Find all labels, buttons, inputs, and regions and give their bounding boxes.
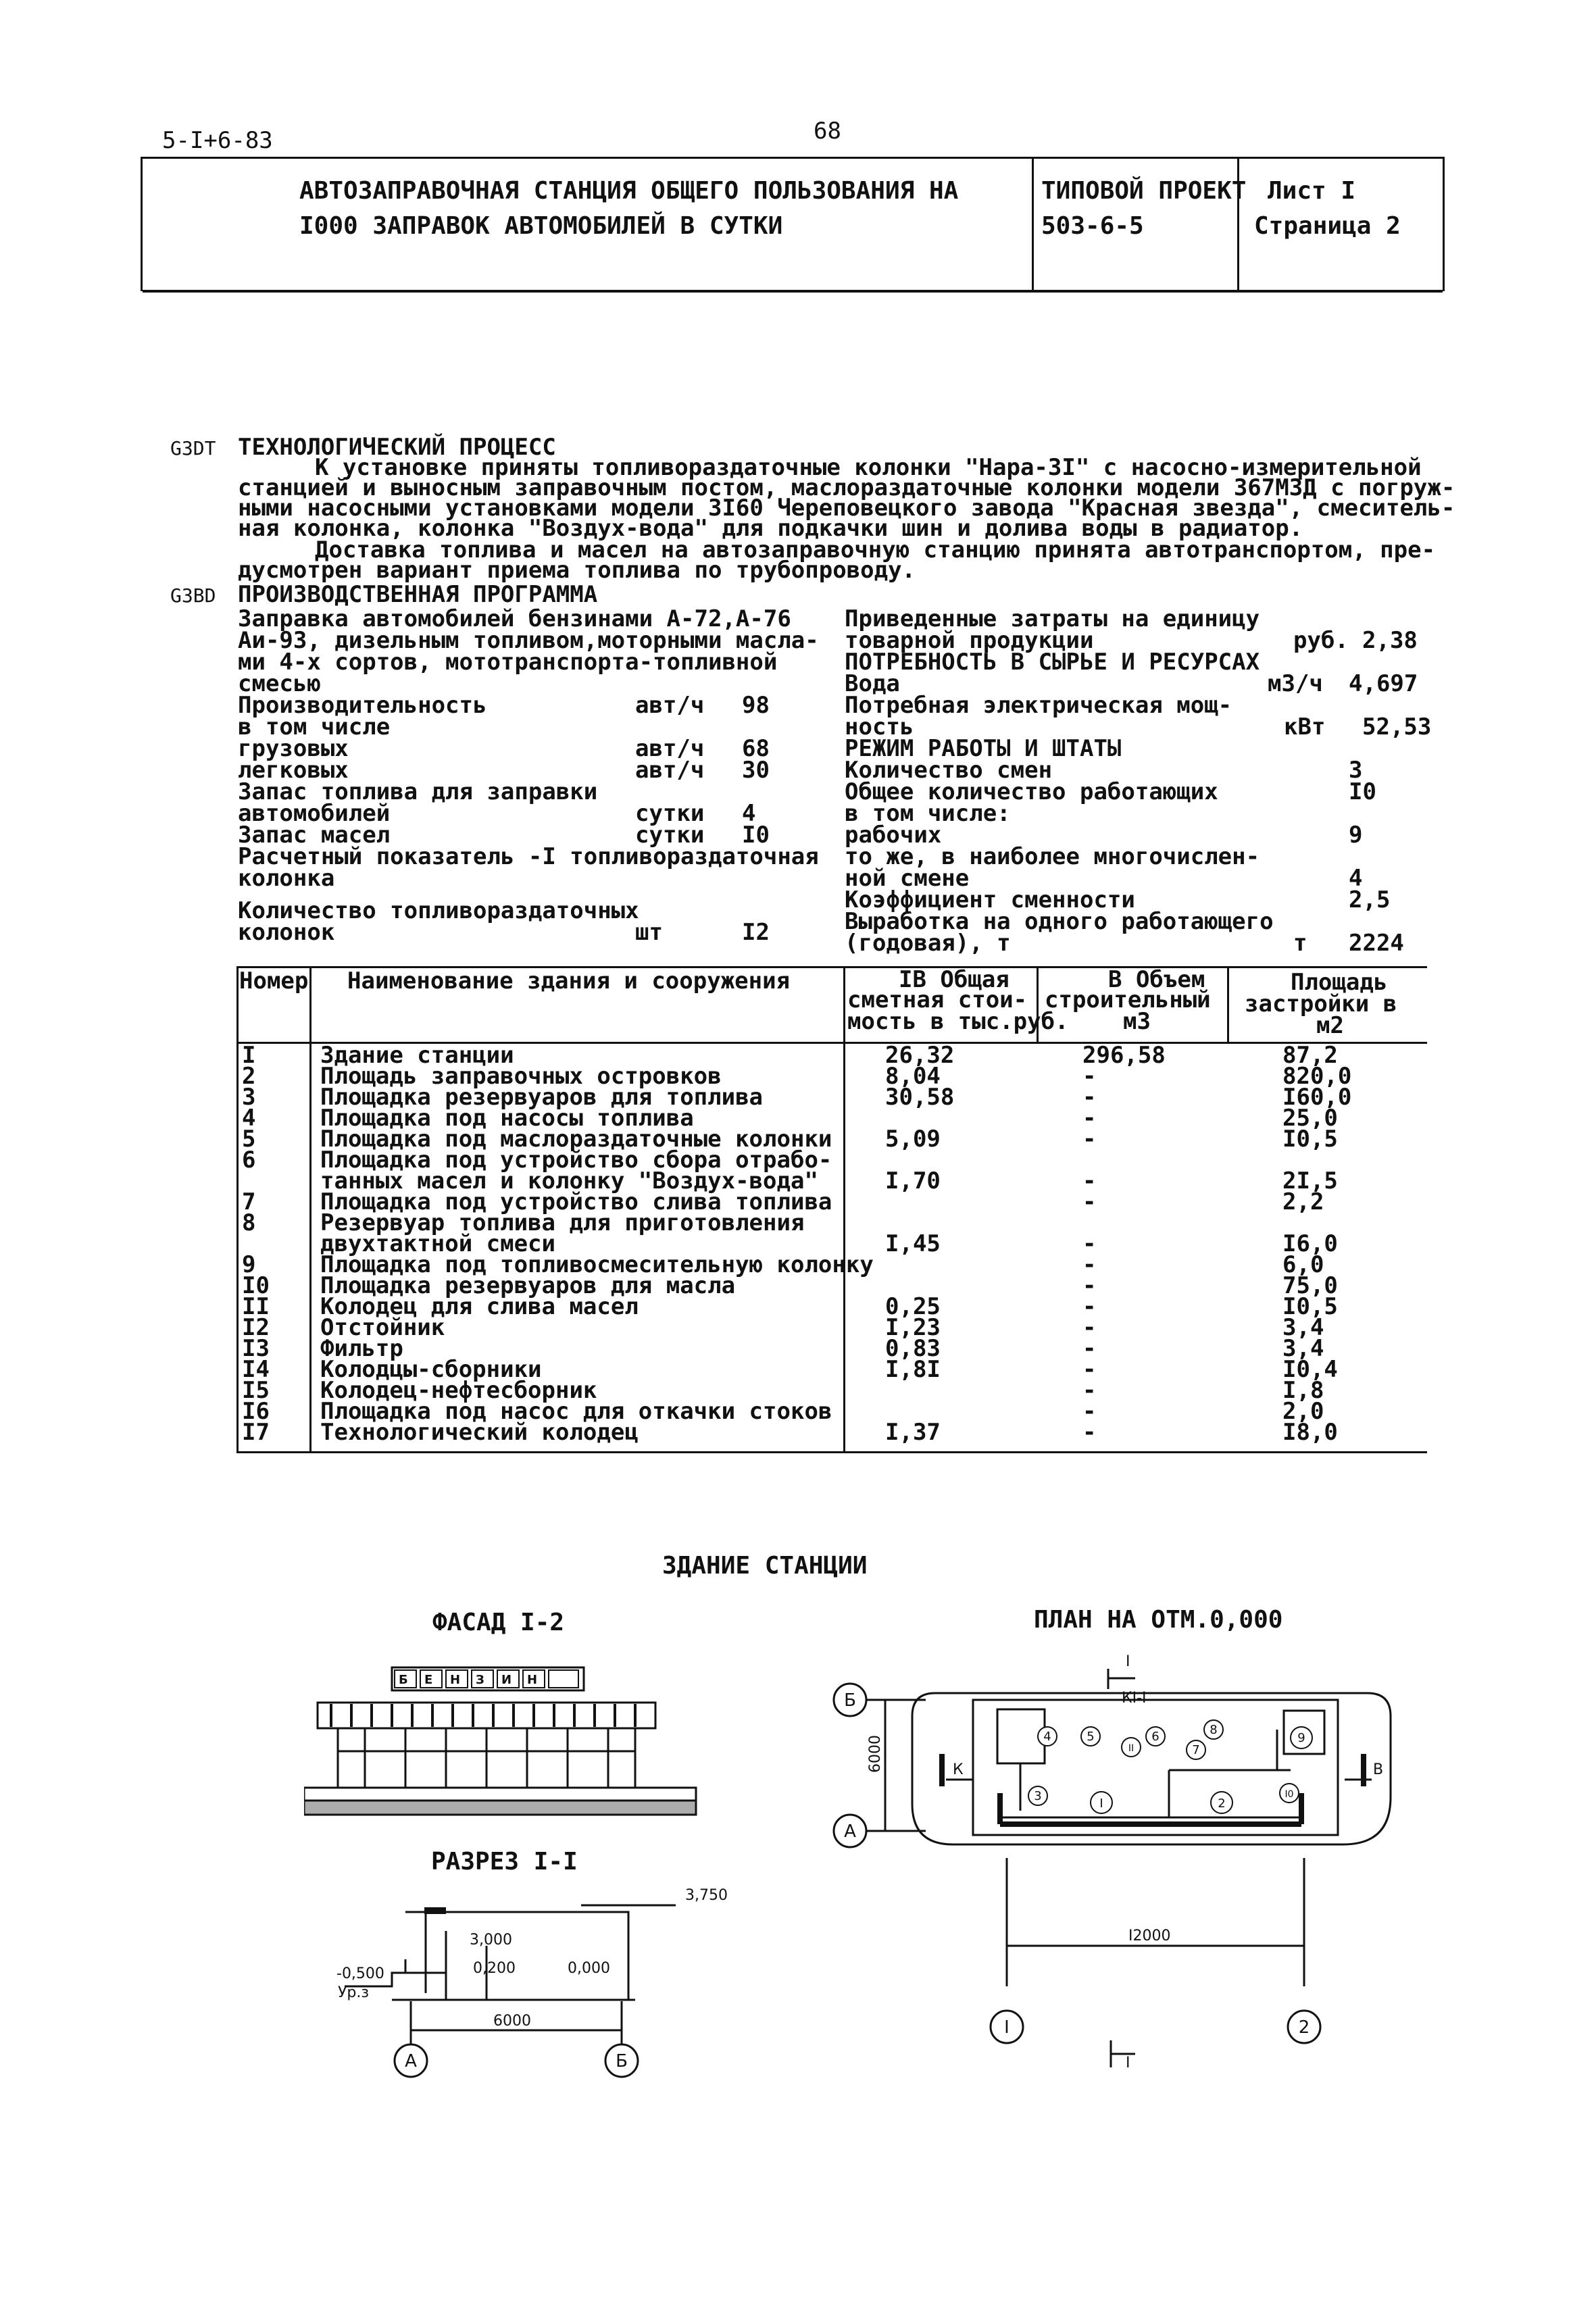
- process-code: G3DT: [170, 437, 216, 459]
- process-line: К установке приняты топливораздаточные колонки "Нара-3I" с насосно-измерительной: [315, 454, 1422, 481]
- program-value: 30: [742, 757, 770, 784]
- program-label: Количество смен: [845, 757, 1053, 784]
- plan-entrance-label: В: [1373, 1761, 1384, 1778]
- cell-area: 2,2: [1282, 1188, 1324, 1215]
- program-label: Количество топливораздаточных: [238, 897, 639, 924]
- cell-area: I0,5: [1282, 1293, 1338, 1320]
- plan-entrance-label: К: [953, 1761, 964, 1778]
- program-left-column: [238, 605, 819, 959]
- cell-cost: I,70: [885, 1167, 941, 1194]
- plan-axis-label: I: [1004, 2017, 1009, 2038]
- plan-room-number: I0: [1285, 1789, 1294, 1800]
- column-header-volume: В Объем: [1108, 966, 1205, 993]
- program-unit: кВт: [1284, 713, 1326, 740]
- process-line: дусмотрен вариант приема топлива по трубопроводу.: [238, 557, 916, 584]
- cell-cost: 26,32: [885, 1042, 955, 1069]
- cell-number: I4: [242, 1356, 270, 1383]
- program-label: рабочих: [845, 822, 942, 849]
- program-unit: м3/ч: [1268, 670, 1323, 697]
- cell-number: I: [242, 1042, 256, 1069]
- cell-name: Колодец для слива масел: [320, 1293, 639, 1320]
- program-value: I0: [1349, 778, 1376, 805]
- stamp-title-line1: АВТОЗАПРАВОЧНАЯ СТАНЦИЯ ОБЩЕГО ПОЛЬЗОВАНИЯ НА: [299, 177, 959, 205]
- plan-dimension: 6000: [867, 1735, 884, 1773]
- program-value: I0: [742, 822, 770, 849]
- program-unit: руб.: [1293, 627, 1349, 654]
- program-unit: т: [1293, 930, 1307, 957]
- program-value: 2,5: [1349, 886, 1391, 913]
- document-code: 5-I+6-83: [162, 127, 273, 154]
- plan-room-number: II: [1128, 1743, 1134, 1754]
- plan-room-number: 8: [1210, 1723, 1218, 1737]
- cell-name: Резервуар топлива для приготовления: [320, 1209, 805, 1236]
- column-header-volume: строительный: [1045, 986, 1211, 1013]
- cell-volume: -: [1082, 1293, 1097, 1320]
- stamp-project-number: 503-6-5: [1041, 212, 1144, 240]
- plan-section-mark: КI-I: [1122, 1690, 1147, 1707]
- cell-name: Отстойник: [320, 1314, 445, 1341]
- cell-number: I3: [242, 1335, 270, 1362]
- cell-name: Фильтр: [320, 1335, 403, 1362]
- section-axis-label: А: [405, 2051, 417, 2071]
- page-number: 68: [814, 118, 841, 145]
- program-value: 4: [742, 800, 756, 827]
- program-value: 9: [1349, 822, 1363, 849]
- stamp-page: Страница 2: [1254, 212, 1401, 240]
- cell-volume: 296,58: [1082, 1042, 1166, 1069]
- cell-area: I0,5: [1282, 1126, 1338, 1153]
- cell-volume: -: [1082, 1377, 1097, 1404]
- program-value: 52,53: [1362, 713, 1432, 740]
- program-unit: авт/ч: [635, 735, 705, 762]
- program-label: то же, в наиболее многочислен-: [845, 843, 1260, 870]
- cell-area: 75,0: [1282, 1272, 1338, 1299]
- process-heading: ТЕХНОЛОГИЧЕСКИЙ ПРОЦЕСС: [238, 434, 556, 461]
- plan-axis-label: А: [844, 1821, 856, 1842]
- cell-cost: 0,83: [885, 1335, 941, 1362]
- cell-volume: -: [1082, 1419, 1097, 1446]
- cell-area: 3,4: [1282, 1314, 1324, 1341]
- cell-number: I7: [242, 1419, 270, 1446]
- cell-name: Площадка под топливосмесительную колонку: [320, 1251, 874, 1278]
- cell-volume: -: [1082, 1398, 1097, 1425]
- cell-name: двухтактной смеси: [320, 1230, 555, 1257]
- stamp-sheet: Лист I: [1268, 177, 1356, 205]
- cell-area: 87,2: [1282, 1042, 1338, 1069]
- program-label: колонка: [238, 865, 335, 892]
- plan-room-number: 6: [1151, 1730, 1159, 1744]
- program-label: Производительность: [238, 692, 487, 719]
- process-line: ными насосными установками модели 3I60 Череповецкого завода "Красная звезда", смеситель-: [238, 495, 1455, 522]
- cell-name: Площадка резервуаров для топлива: [320, 1084, 764, 1111]
- cell-name: Технологический колодец: [320, 1419, 639, 1446]
- program-label: смесью: [238, 670, 321, 697]
- cell-name: Площадка под устройство слива топлива: [320, 1188, 832, 1215]
- stamp-project-label: ТИПОВОЙ ПРОЕКТ: [1041, 177, 1247, 205]
- cell-name: Площадка резервуаров для масла: [320, 1272, 736, 1299]
- facade-sign-letter: Н: [450, 1673, 461, 1687]
- program-label: Общее количество работающих: [845, 778, 1218, 805]
- facade-title: ФАСАД I-2: [432, 1609, 565, 1636]
- program-value: 98: [742, 692, 770, 719]
- cell-area: I8,0: [1282, 1419, 1338, 1446]
- cell-name: Площадь заправочных островков: [320, 1063, 722, 1090]
- plan-drawing: [818, 1635, 1426, 2081]
- plan-axis-label: 2: [1298, 2017, 1310, 2038]
- program-label: грузовых: [238, 735, 349, 762]
- cell-number: II: [242, 1293, 270, 1320]
- drawings-title: ЗДАНИЕ СТАНЦИИ: [662, 1552, 868, 1580]
- plan-room-number: 3: [1034, 1789, 1042, 1803]
- cell-area: I6,0: [1282, 1230, 1338, 1257]
- cell-area: I0,4: [1282, 1356, 1338, 1383]
- program-value: 2224: [1349, 930, 1404, 957]
- column-header-cost: мость в тыс.руб.: [847, 1008, 1069, 1035]
- program-label: Запас топлива для заправки: [238, 778, 598, 805]
- column-header-volume: м3: [1123, 1008, 1151, 1035]
- cell-cost: 5,09: [885, 1126, 941, 1153]
- plan-room-number: 5: [1087, 1730, 1095, 1744]
- program-unit: авт/ч: [635, 757, 705, 784]
- buildings-table: [236, 966, 1427, 1453]
- cell-area: 2I,5: [1282, 1167, 1338, 1194]
- program-value: 4,697: [1349, 670, 1418, 697]
- program-heading: ПРОИЗВОДСТВЕННАЯ ПРОГРАММА: [238, 581, 598, 608]
- cell-name: Площадка под насос для откачки стоков: [320, 1398, 832, 1425]
- section-elevation-top: 3,750: [685, 1887, 728, 1904]
- section-elevation-ground: -0,500: [336, 1965, 384, 1982]
- plan-room-number: 2: [1218, 1796, 1226, 1811]
- program-label: Запас масел: [238, 822, 391, 849]
- program-unit: сутки: [635, 822, 705, 849]
- cell-number: 8: [242, 1209, 256, 1236]
- program-label: (годовая), т: [845, 930, 1011, 957]
- cell-volume: -: [1082, 1356, 1097, 1383]
- plan-room-number: I: [1099, 1796, 1103, 1811]
- program-value: I2: [742, 919, 770, 946]
- table-row: [236, 1314, 1427, 1341]
- cell-number: 9: [242, 1251, 256, 1278]
- cell-volume: -: [1082, 1188, 1097, 1215]
- column-header-cost: сметная стои-: [847, 986, 1028, 1013]
- program-unit: шт: [635, 919, 663, 946]
- program-label: ность: [845, 713, 914, 740]
- cell-cost: I,45: [885, 1230, 941, 1257]
- cell-number: 7: [242, 1188, 256, 1215]
- cell-name: Здание станции: [320, 1042, 514, 1069]
- program-label: Заправка автомобилей бензинами А-72,А-76: [238, 605, 791, 632]
- facade-sign-letter: З: [476, 1673, 484, 1687]
- cell-name: танных масел и колонку "Воздух-вода": [320, 1167, 818, 1194]
- cell-name: Площадка под насосы топлива: [320, 1105, 694, 1132]
- cell-volume: -: [1082, 1230, 1097, 1257]
- cell-area: I60,0: [1282, 1084, 1352, 1111]
- stamp-title-line2: I000 ЗАПРАВОК АВТОМОБИЛЕЙ В СУТКИ: [299, 212, 783, 240]
- program-label: автомобилей: [238, 800, 391, 827]
- section-elevation: 0,000: [568, 1960, 610, 1977]
- cell-name: Колодцы-сборники: [320, 1356, 542, 1383]
- program-label: легковых: [238, 757, 349, 784]
- section-drawing: [324, 1865, 764, 2081]
- cell-number: I5: [242, 1377, 270, 1404]
- cell-area: I,8: [1282, 1377, 1324, 1404]
- section-ground-label: Ур.з: [338, 1984, 370, 2001]
- program-label: РЕЖИМ РАБОТЫ И ШТАТЫ: [845, 735, 1122, 762]
- program-label: колонок: [238, 919, 335, 946]
- cell-area: 820,0: [1282, 1063, 1352, 1090]
- cell-name: Площадка под маслораздаточные колонки: [320, 1126, 832, 1153]
- program-label: Выработка на одного работающего: [845, 908, 1274, 935]
- cell-volume: -: [1082, 1126, 1097, 1153]
- cell-number: 4: [242, 1105, 256, 1132]
- cell-volume: -: [1082, 1272, 1097, 1299]
- cell-area: 2,0: [1282, 1398, 1324, 1425]
- program-code: G3BD: [170, 584, 216, 607]
- plan-dimension: I2000: [1128, 1928, 1171, 1944]
- column-header-area: м2: [1316, 1012, 1344, 1039]
- program-label: Потребная электрическая мощ-: [845, 692, 1232, 719]
- program-unit: сутки: [635, 800, 705, 827]
- program-label: товарной продукции: [845, 627, 1094, 654]
- plan-title: ПЛАН НА ОТМ.0,000: [1034, 1606, 1283, 1634]
- program-unit: авт/ч: [635, 692, 705, 719]
- section-elevation: 3,000: [470, 1932, 512, 1948]
- program-label: ной смене: [845, 865, 970, 892]
- cell-area: 25,0: [1282, 1105, 1338, 1132]
- cell-number: 2: [242, 1063, 256, 1090]
- section-title: РАЗРЕЗ I-I: [431, 1848, 578, 1876]
- section-elevation: 0,200: [473, 1960, 516, 1977]
- column-header-name: Наименование здания и сооружения: [347, 967, 791, 995]
- program-label: Коэффициент сменности: [845, 886, 1135, 913]
- cell-cost: I,8I: [885, 1356, 941, 1383]
- cell-volume: -: [1082, 1063, 1097, 1090]
- cell-name: Колодец-нефтесборник: [320, 1377, 597, 1404]
- cell-name: Площадка под устройство сбора отрабо-: [320, 1147, 832, 1174]
- cell-cost: 8,04: [885, 1063, 941, 1090]
- program-label: Расчетный показатель -I топливораздаточная: [238, 843, 819, 870]
- process-line: Доставка топлива и масел на автозаправочную станцию принята автотранспортом, пре-: [315, 536, 1436, 563]
- cell-volume: -: [1082, 1167, 1097, 1194]
- facade-sign-letter: Е: [424, 1673, 433, 1687]
- cell-volume: -: [1082, 1105, 1097, 1132]
- cell-volume: -: [1082, 1335, 1097, 1362]
- program-label: в том числе: [238, 713, 391, 740]
- column-header-area: Площадь: [1291, 969, 1388, 996]
- cell-area: 6,0: [1282, 1251, 1324, 1278]
- plan-axis-label: Б: [844, 1690, 856, 1711]
- cell-area: 3,4: [1282, 1335, 1324, 1362]
- program-label: в том числе:: [845, 800, 1011, 827]
- cell-volume: -: [1082, 1084, 1097, 1111]
- plan-room-number: 7: [1192, 1743, 1200, 1757]
- section-dimension: 6000: [493, 2013, 531, 2030]
- cell-number: 5: [242, 1126, 256, 1153]
- process-line: ная колонка, колонка "Воздух-вода" для подкачки шин и долива воды в радиатор.: [238, 515, 1303, 542]
- cell-volume: -: [1082, 1251, 1097, 1278]
- plan-room-number: 9: [1297, 1731, 1305, 1745]
- program-value: 2,38: [1362, 627, 1418, 654]
- program-value: 4: [1349, 865, 1363, 892]
- cell-number: I6: [242, 1398, 270, 1425]
- table-row: [236, 1419, 1427, 1446]
- title-stamp: [141, 157, 1445, 291]
- facade-sign-letter: Б: [399, 1673, 408, 1687]
- cell-number: 6: [242, 1147, 256, 1174]
- facade-sign-letter: Н: [527, 1673, 538, 1687]
- section-axis-label: Б: [616, 2051, 628, 2071]
- column-header-number: Номер: [239, 967, 309, 995]
- plan-section-number: I: [1126, 2055, 1130, 2071]
- program-label: Приведенные затраты на единицу: [845, 605, 1260, 632]
- plan-section-number: I: [1126, 1653, 1130, 1670]
- program-label: ПОТРЕБНОСТЬ В СЫРЬЕ И РЕСУРСАХ: [845, 649, 1260, 676]
- cell-number: I2: [242, 1314, 270, 1341]
- cell-cost: I,37: [885, 1419, 941, 1446]
- process-line: станцией и выносным заправочным постом, маслораздаточные колонки модели 367МЗД с погруж-: [238, 474, 1455, 501]
- cell-number: 3: [242, 1084, 256, 1111]
- cell-number: I0: [242, 1272, 270, 1299]
- plan-room-number: 4: [1043, 1730, 1051, 1744]
- program-value: 3: [1349, 757, 1363, 784]
- column-header-cost: IВ Общая: [899, 966, 1009, 993]
- column-header-area: застройки в: [1245, 990, 1397, 1017]
- cell-volume: -: [1082, 1314, 1097, 1341]
- cell-cost: I,23: [885, 1314, 941, 1341]
- facade-drawing: [304, 1662, 703, 1824]
- cell-cost: 0,25: [885, 1293, 941, 1320]
- program-value: 68: [742, 735, 770, 762]
- program-label: ми 4-х сортов, мототранспорта-топливной: [238, 649, 778, 676]
- cell-cost: 30,58: [885, 1084, 955, 1111]
- program-label: Аи-93, дизельным топливом,моторными масла-: [238, 627, 819, 654]
- program-label: Вода: [845, 670, 900, 697]
- facade-sign-letter: И: [501, 1673, 512, 1687]
- program-right-column: [845, 605, 1432, 959]
